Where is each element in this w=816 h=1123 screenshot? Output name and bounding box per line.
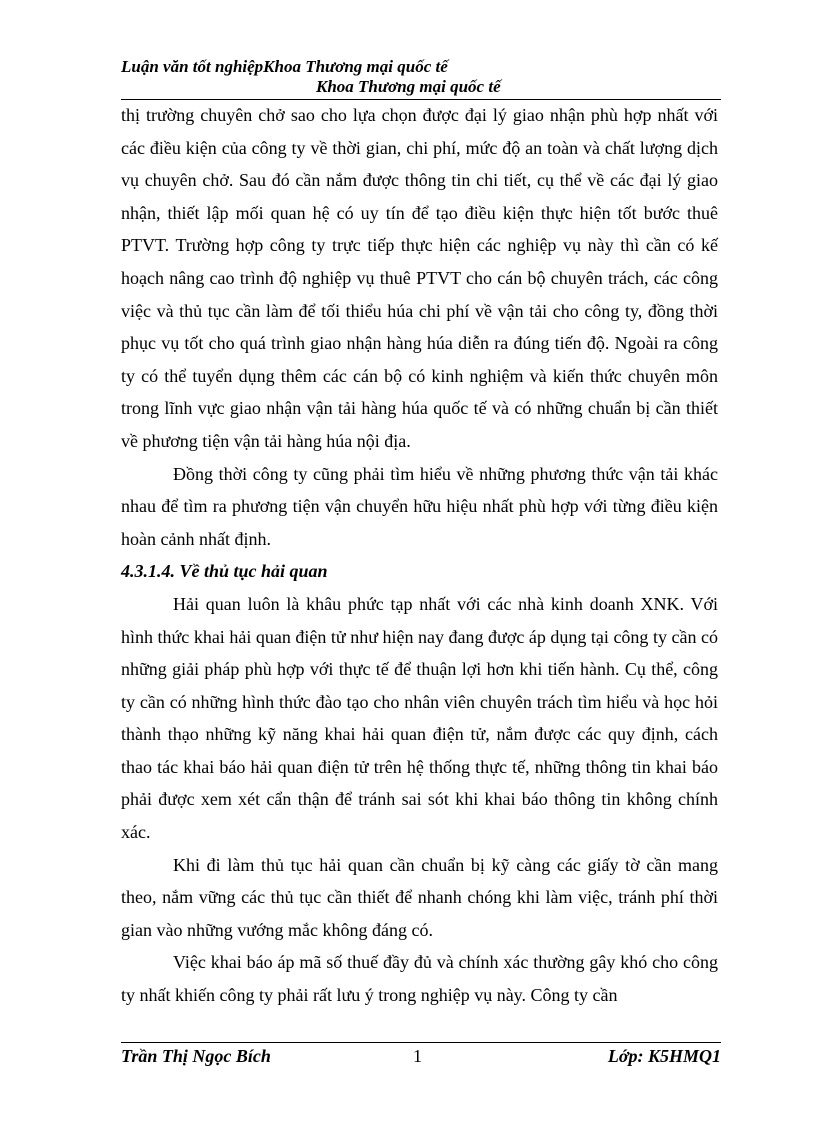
paragraph: Khi đi làm thủ tục hải quan cần chuẩn bị kỹ càng các giấy tờ cần mang theo, nắm vững các thủ tục cần thiết để nhanh chóng khi làm việc, tránh phí thời gian vào những vướng mắc không đáng có.: [121, 854, 718, 940]
document-body: [121, 99, 718, 1012]
page-number: 1: [413, 1046, 422, 1066]
footer-class: Lớp: K5HMQ1: [607, 1046, 721, 1066]
page-footer: [121, 1046, 721, 1070]
footer-divider: [121, 1042, 721, 1043]
paragraph-continuation: thị trường chuyên chở sao cho lựa chọn được đại lý giao nhận phù hợp nhất với các điều kiện của công ty về thời gian, chi phí, mức độ an toàn và chất lượng dịch vụ chuyên chở. Sau đó cần nắm được thông tin chi tiết, cụ thể về các đại lý giao nhận, thiết lập mối quan hệ có uy tín để tạo điều kiện thực hiện tốt bước thuê PTVT. Trường hợp công ty trực tiếp thực hiện các nghiệp vụ này thì cần có kế hoạch nâng cao trình độ nghiệp vụ thuê PTVT cho cán bộ chuyên trách, các công việc và thủ tục cần làm để tối thiểu húa chi phí về vận tải cho công ty, đồng thời phục vụ tốt cho quá trình giao nhận hàng húa diễn ra đúng tiến độ. Ngoài ra công ty có thể tuyển dụng thêm các cán bộ có kinh nghiệm và kiến thức chuyên môn trong lĩnh vực giao nhận vận tải hàng húa quốc tế và có những chuẩn bị cần thiết về phương tiện vận tải hàng húa nội địa.: [121, 105, 718, 451]
page-header: [121, 57, 721, 97]
footer-author: Trần Thị Ngọc Bích: [121, 1046, 271, 1066]
section-heading: 4.3.1.4. Về thủ tục hải quan: [121, 561, 328, 582]
paragraph: Đồng thời công ty cũng phải tìm hiểu về những phương thức vận tải khác nhau để tìm ra phương tiện vận chuyển hữu hiệu nhất phù hợp với từng điều kiện hoàn cảnh nhất định.: [121, 463, 718, 549]
paragraph: Hải quan luôn là khâu phức tạp nhất với các nhà kinh doanh XNK. Với hình thức khai hải quan điện tử như hiện nay đang được áp dụng tại công ty cần có những giải pháp phù hợp với thực tế để thuận lợi hơn khi tiến hành. Cụ thể, công ty cần có những hình thức đào tạo cho nhân viên chuyên trách tìm hiểu và học hỏi thành thạo những kỹ năng khai hải quan điện tử, nắm được các quy định, cách thao tác khai báo hải quan điện tử trên hệ thống thực tế, những thông tin khai báo phải được xem xét cẩn thận để tránh sai sót khi khai báo thông tin không chính xác.: [121, 593, 718, 843]
paragraph: Việc khai báo áp mã số thuế đầy đủ và chính xác thường gây khó cho công ty nhất khiến công ty phải rất lưu ý trong nghiệp vụ này. Công ty cần: [121, 952, 718, 1006]
header-title-line1: Luận văn tốt nghiệpKhoa Thương mại quốc tế: [121, 57, 448, 76]
header-title-line2: Khoa Thương mại quốc tế: [316, 77, 501, 96]
